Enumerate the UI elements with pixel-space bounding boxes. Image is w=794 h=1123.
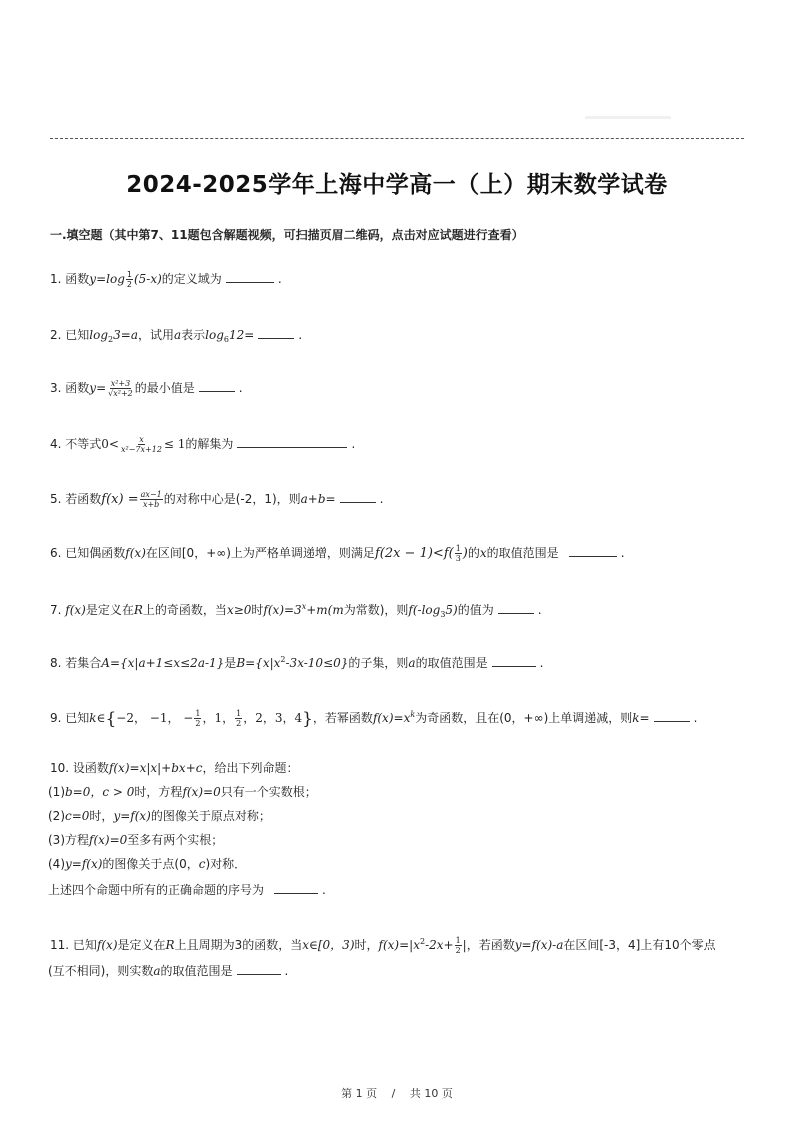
answer-blank[interactable] [340,491,376,503]
header-faint-mark [585,116,671,119]
answer-blank[interactable] [258,327,294,339]
answer-blank[interactable] [654,710,690,722]
header-divider [50,138,744,139]
question-11-line-2: (互不相同)，则实数a的取值范围是 . [48,964,289,978]
question-3: 3. 函数y= $\frac{\text{x²+3}}{\text{√x²+2}}$ 的最小值是 . [50,379,243,398]
question-1: 1. 函数y=log $\frac{1}{2}$ (5-x)的定义域为 . [50,270,282,289]
page-footer: 第 1 页 / 共 10 页 [341,1087,453,1100]
question-2: 2. 已知$\log_23=a$，试用a表示$\log_612=$ . [50,328,303,344]
question-6: 6. 已知偶函数f(x)在区间[0，+∞)上为严格单调递增，则满足f(2x − 1)<f( $\frac{1}{3}$ )的x的取值范围是 . [50,544,625,563]
answer-blank[interactable] [498,602,534,614]
answer-blank[interactable] [237,963,281,975]
question-10-prompt: 上述四个命题中所有的正确命题的序号为 . [48,883,326,897]
exam-title: 2024-2025学年上海中学高一（上）期末数学试卷 [126,172,668,198]
question-10-proposition-1: (1)b=0，c > 0时，方程f(x)=0只有一个实数根； [48,785,317,799]
question-5: 5. 若函数f(x) = $\frac{ax-1}{x+b}$ 的对称中心是(-2，1)，则a+b= . [50,490,384,509]
question-10-proposition-2: (2)c=0时，y=f(x)的图像关于原点对称； [48,809,271,823]
answer-blank[interactable] [569,545,617,557]
question-10: 10. 设函数f(x)=x|x|+bx+c，给出下列命题： [50,761,299,775]
question-11: 11. 已知f(x)是定义在R上且周期为3的函数，当x∈[0，3)时，$f(x)=|x^2-2x+$ $\frac{1}{2}$ |，若函数y=f(x)-a在区间[-3，4]上有10个零点 [50,936,716,955]
answer-blank[interactable] [199,380,235,392]
answer-blank[interactable] [274,882,318,894]
question-9: 9. 已知k∈{−2， −1， − $\frac{1}{2}$ ，1， $\frac{1}{2}$ ，2，3，4}，若幂函数$f(x)=x^k$为奇函数，且在(0，+∞)上单调递减，则k= . [50,709,698,729]
question-10-proposition-3: (3)方程f(x)=0至多有两个实根； [48,833,224,847]
answer-blank[interactable] [226,271,274,283]
question-4: 4. 不等式0< $\frac{x}{\text{x²−7x+12}}$ ≤ 1的解集为 . [50,435,356,454]
section-heading: 一.填空题（其中第7、11题包含解题视频，可扫描页眉二维码，点击对应试题进行查看） [50,228,524,242]
question-8: 8. 若集合A={x|a+1≤x≤2a-1}是$B=\{x|x^2-3x-10\le 0\}$的子集，则a的取值范围是 . [50,655,544,670]
answer-blank[interactable] [237,436,347,448]
answer-blank[interactable] [492,655,536,667]
question-7: 7. f(x)是定义在R上的奇函数，当x≥0时$f(x)=3^x+m(m$为常数)，则$f(-\log_35)$的值为 . [50,602,542,619]
question-10-proposition-4: (4)y=f(x)的图像关于点(0，c)对称． [48,857,247,871]
